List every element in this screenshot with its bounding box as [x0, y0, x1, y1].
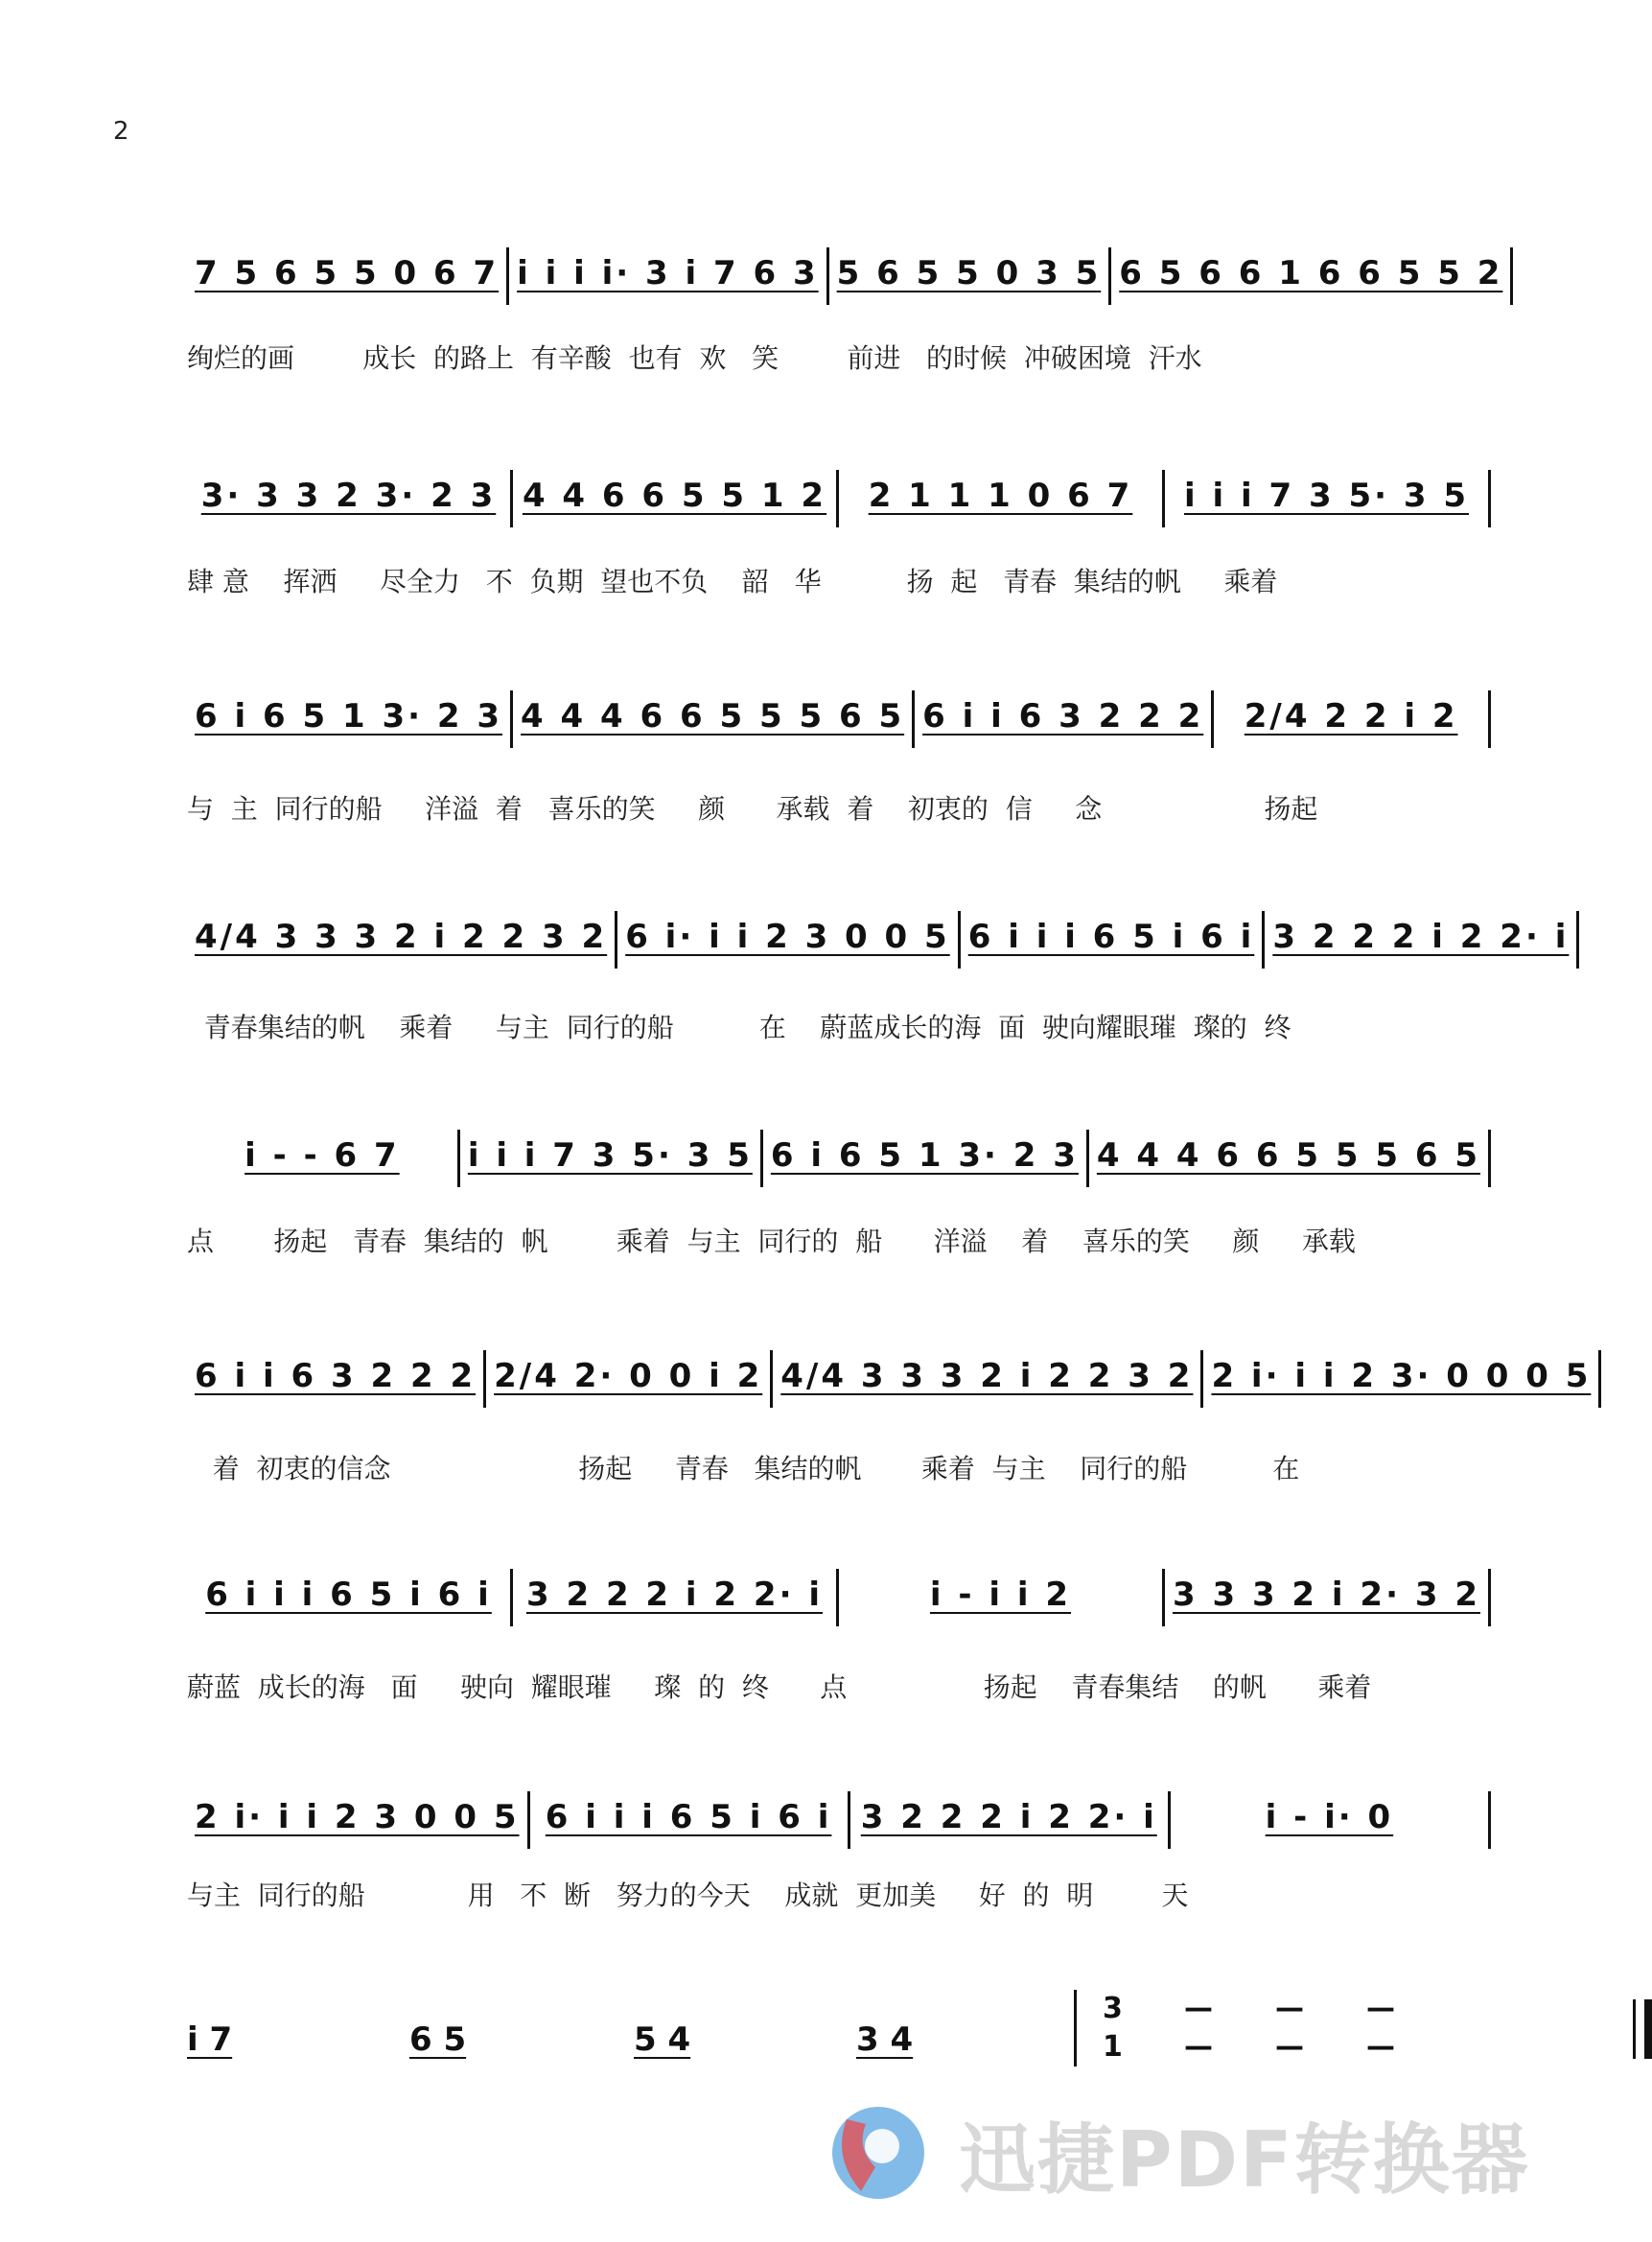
measure: 3 2 2 2 i 2 2· i [513, 1569, 839, 1626]
measure: 2 i· i i 2 3· 0 0 0 5 [1203, 1350, 1601, 1408]
measure: i i i 7 3 5· 3 5 [460, 1130, 763, 1187]
measure: 3 3 3 2 i 2· 3 2 [1165, 1569, 1491, 1626]
measure: i i i 7 3 5· 3 5 [1165, 470, 1491, 527]
watermark [823, 2100, 1551, 2206]
measure: 3 2 2 2 i 2 2· i [1265, 911, 1579, 969]
notation-line-1 [187, 247, 1503, 305]
measure: 5 6 5 5 0 3 5 [829, 247, 1112, 305]
measure: 2 i· i i 2 3 0 0 5 [187, 1791, 530, 1849]
measure: 6 i i i 6 5 i 6 i [961, 911, 1266, 969]
chord-bottom-note: 1 [1103, 2030, 1123, 2064]
measure: 4/4 3 3 3 2 i 2 2 3 2 [187, 911, 617, 969]
measure: 4 4 4 6 6 5 5 5 6 5 [513, 690, 915, 748]
measure: 4/4 3 3 3 2 i 2 2 3 2 [773, 1350, 1203, 1408]
notation-line-7 [187, 1569, 1491, 1626]
measure: 2 1 1 1 0 6 7 [839, 470, 1165, 527]
notation-line-6 [187, 1350, 1592, 1408]
final-note-group: 5 4 [634, 2020, 691, 2059]
final-note-group: 3 4 [856, 2020, 914, 2059]
watermark-text: 迅捷PDF转换器 [959, 2114, 1530, 2205]
measure: i - i i 2 [839, 1569, 1165, 1626]
lyrics-line-2: 肆 意 挥洒 尽全力 不 负期 望也不负 韶 华 扬 起 青春 集结的帆 乘着 [187, 566, 1278, 597]
final-barline-thick [1644, 1999, 1652, 2059]
final-notation-line [187, 1990, 1491, 2067]
measure: 6 i i 6 3 2 2 2 [915, 690, 1214, 748]
measure: 4 4 6 6 5 5 1 2 [513, 470, 839, 527]
measure: 7 5 6 5 5 0 6 7 [187, 247, 509, 305]
notation-line-2 [187, 470, 1491, 527]
notation-line-5 [187, 1130, 1491, 1187]
lyrics-line-5: 点 扬起 青春 集结的 帆 乘着 与主 同行的 船 洋溢 着 喜乐的笑 颜 承载 [187, 1226, 1356, 1257]
lyrics-line-1: 绚烂的画 成长 的路上 有辛酸 也有 欢 笑 前进 的时候 冲破困境 汗水 [187, 342, 1202, 374]
converter-logo-icon [823, 2100, 938, 2206]
measure: 3 2 2 2 i 2 2· i [850, 1791, 1171, 1849]
final-note-group: i 7 [187, 2020, 233, 2059]
hold-dash: — — [1275, 1992, 1304, 2064]
lyrics-line-6: 着 初衷的信念 扬起 青春 集结的帆 乘着 与主 同行的船 在 [187, 1453, 1300, 1484]
lyrics-line-7: 蔚蓝 成长的海 面 驶向 耀眼璀 璨 的 终 点 扬起 青春集结 的帆 乘着 [187, 1671, 1372, 1703]
measure: i - - 6 7 [187, 1130, 460, 1187]
measure: 2/4 2· 0 0 i 2 [486, 1350, 773, 1408]
notation-line-8 [187, 1791, 1491, 1849]
page-number: 2 [113, 117, 129, 146]
measure: 6 i 6 5 1 3· 2 3 [187, 690, 513, 748]
measure: i i i i· 3 i 7 6 3 [509, 247, 829, 305]
hold-dash: — — [1184, 1992, 1213, 2064]
measure: 6 5 6 6 1 6 6 5 5 2 [1111, 247, 1513, 305]
chord-top-note: 3 [1103, 1992, 1123, 2025]
measure: 3· 3 3 2 3· 2 3 [187, 470, 513, 527]
measure: 4 4 4 6 6 5 5 5 6 5 [1089, 1130, 1491, 1187]
lyrics-line-8: 与主 同行的船 用 不 断 努力的今天 成就 更加美 好 的 明 天 [187, 1880, 1189, 1911]
measure: 6 i i 6 3 2 2 2 [187, 1350, 486, 1408]
measure: 2/4 2 2 i 2 [1214, 690, 1491, 748]
measure: i - i· 0 [1171, 1791, 1491, 1849]
barline [1074, 1990, 1077, 2067]
lyrics-line-4: 青春集结的帆 乘着 与主 同行的船 在 蔚蓝成长的海 面 驶向耀眼璀 璨的 终 [187, 1012, 1291, 1043]
final-barline-thin [1633, 1999, 1636, 2059]
final-note-group: 6 5 [409, 2020, 467, 2059]
lyrics-line-3: 与 主 同行的船 洋溢 着 喜乐的笑 颜 承载 着 初衷的 信 念 扬起 [187, 793, 1318, 825]
final-chord [1103, 1990, 1123, 2067]
measure: 6 i i i 6 5 i 6 i [530, 1791, 850, 1849]
notation-line-4 [187, 911, 1570, 969]
measure: 6 i i i 6 5 i 6 i [187, 1569, 513, 1626]
hold-dash: — — [1366, 1992, 1395, 2064]
measure: 6 i 6 5 1 3· 2 3 [763, 1130, 1089, 1187]
notation-line-3 [187, 690, 1491, 748]
measure: 6 i· i i 2 3 0 0 5 [617, 911, 961, 969]
